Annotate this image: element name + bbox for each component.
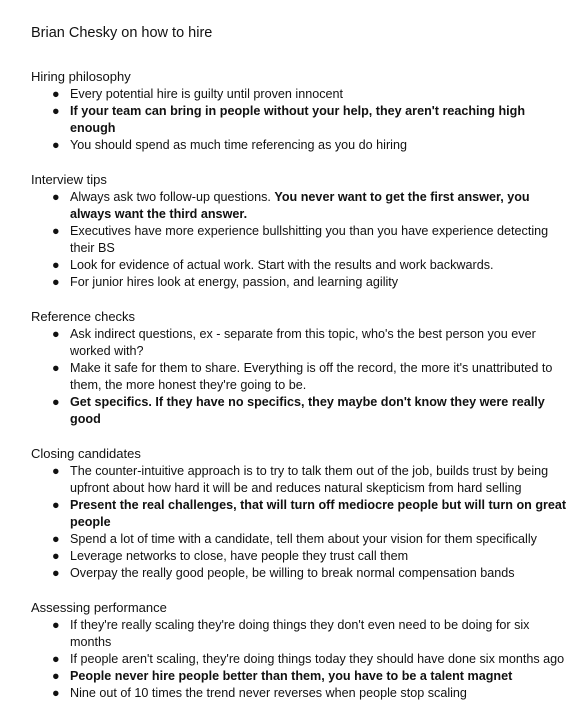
bullet-icon: ● <box>52 361 60 375</box>
list-item <box>31 651 568 668</box>
list-item <box>31 137 568 154</box>
bullet-icon: ● <box>52 549 60 563</box>
bullet-icon: ● <box>52 532 60 546</box>
item-text: Executives have more experience bullshitting you than you have experience detecting their BS <box>70 224 549 255</box>
bold-text: If your team can bring in people without your help, they aren't reaching high enough <box>70 104 526 135</box>
bullet-icon: ● <box>52 498 60 512</box>
bold-text: Present the real challenges, that will turn off mediocre people but will turn on great people <box>70 498 567 529</box>
bullet-icon: ● <box>52 566 60 580</box>
section <box>31 171 568 291</box>
item-text: Make it safe for them to share. Everything is off the record, the more it's unattributed to them, the more honest they're going to be. <box>70 361 553 392</box>
list-item <box>31 103 568 137</box>
list-item <box>31 326 568 360</box>
section <box>31 68 568 154</box>
bullet-list <box>31 617 568 702</box>
bullet-list <box>31 463 568 582</box>
list-item <box>31 463 568 497</box>
item-text: If people aren't scaling, they're doing things today they should have done six months ago <box>70 652 565 666</box>
bullet-icon: ● <box>52 686 60 700</box>
bullet-icon: ● <box>52 275 60 289</box>
bullet-icon: ● <box>52 224 60 238</box>
list-item <box>31 86 568 103</box>
bullet-icon: ● <box>52 327 60 341</box>
bullet-icon: ● <box>52 395 60 409</box>
item-text: Always ask two follow-up questions. <box>70 190 275 204</box>
section <box>31 599 568 702</box>
section-heading: Reference checks <box>31 309 136 324</box>
list-item <box>31 257 568 274</box>
bullet-icon: ● <box>52 104 60 118</box>
list-item <box>31 274 568 291</box>
bullet-icon: ● <box>52 87 60 101</box>
list-item <box>31 223 568 257</box>
item-text: Spend a lot of time with a candidate, tell them about your vision for them specifically <box>70 532 537 546</box>
section <box>31 445 568 582</box>
bullet-list <box>31 326 568 428</box>
list-item <box>31 531 568 548</box>
list-item <box>31 565 568 582</box>
list-item <box>31 668 568 685</box>
bullet-list <box>31 189 568 291</box>
document-body <box>31 68 568 702</box>
item-text: You should spend as much time referencing as you do hiring <box>70 138 407 152</box>
bold-text: You never want to get the first answer, you always want the third answer. <box>70 190 530 221</box>
bullet-icon: ● <box>52 258 60 272</box>
list-item <box>31 617 568 651</box>
list-item <box>31 360 568 394</box>
item-text: For junior hires look at energy, passion, and learning agility <box>70 275 399 289</box>
bullet-icon: ● <box>52 669 60 683</box>
item-text: Nine out of 10 times the trend never reverses when people stop scaling <box>70 686 467 700</box>
item-text: Ask indirect questions, ex - separate from this topic, who's the best person you ever worked with? <box>70 327 536 358</box>
section <box>31 308 568 428</box>
bullet-icon: ● <box>52 464 60 478</box>
item-text: If they're really scaling they're doing things they don't even need to be doing for six months <box>70 618 530 649</box>
section-heading: Closing candidates <box>31 446 141 461</box>
document-title: Brian Chesky on how to hire <box>31 25 213 41</box>
item-text: Every potential hire is guilty until proven innocent <box>70 87 344 101</box>
item-text: Look for evidence of actual work. Start with the results and work backwards. <box>70 258 494 272</box>
list-item <box>31 394 568 428</box>
item-text: The counter-intuitive approach is to try to talk them out of the job, builds trust by being upfront about how hard it will be and reduces natural skepticism from hard selling <box>70 464 549 495</box>
bullet-icon: ● <box>52 618 60 632</box>
section-heading: Hiring philosophy <box>31 69 131 84</box>
section-heading: Assessing performance <box>31 600 167 615</box>
item-text: Leverage networks to close, have people they trust call them <box>70 549 409 563</box>
list-item <box>31 497 568 531</box>
bold-text: People never hire people better than them, you have to be a talent magnet <box>70 669 513 683</box>
bullet-icon: ● <box>52 190 60 204</box>
bold-text: Get specifics. If they have no specifics, they maybe don't know they were really good <box>70 395 545 426</box>
list-item <box>31 685 568 702</box>
bullet-icon: ● <box>52 138 60 152</box>
section-heading: Interview tips <box>31 172 107 187</box>
item-text: Overpay the really good people, be willing to break normal compensation bands <box>70 566 515 580</box>
list-item <box>31 189 568 223</box>
list-item <box>31 548 568 565</box>
bullet-list <box>31 86 568 154</box>
bullet-icon: ● <box>52 652 60 666</box>
